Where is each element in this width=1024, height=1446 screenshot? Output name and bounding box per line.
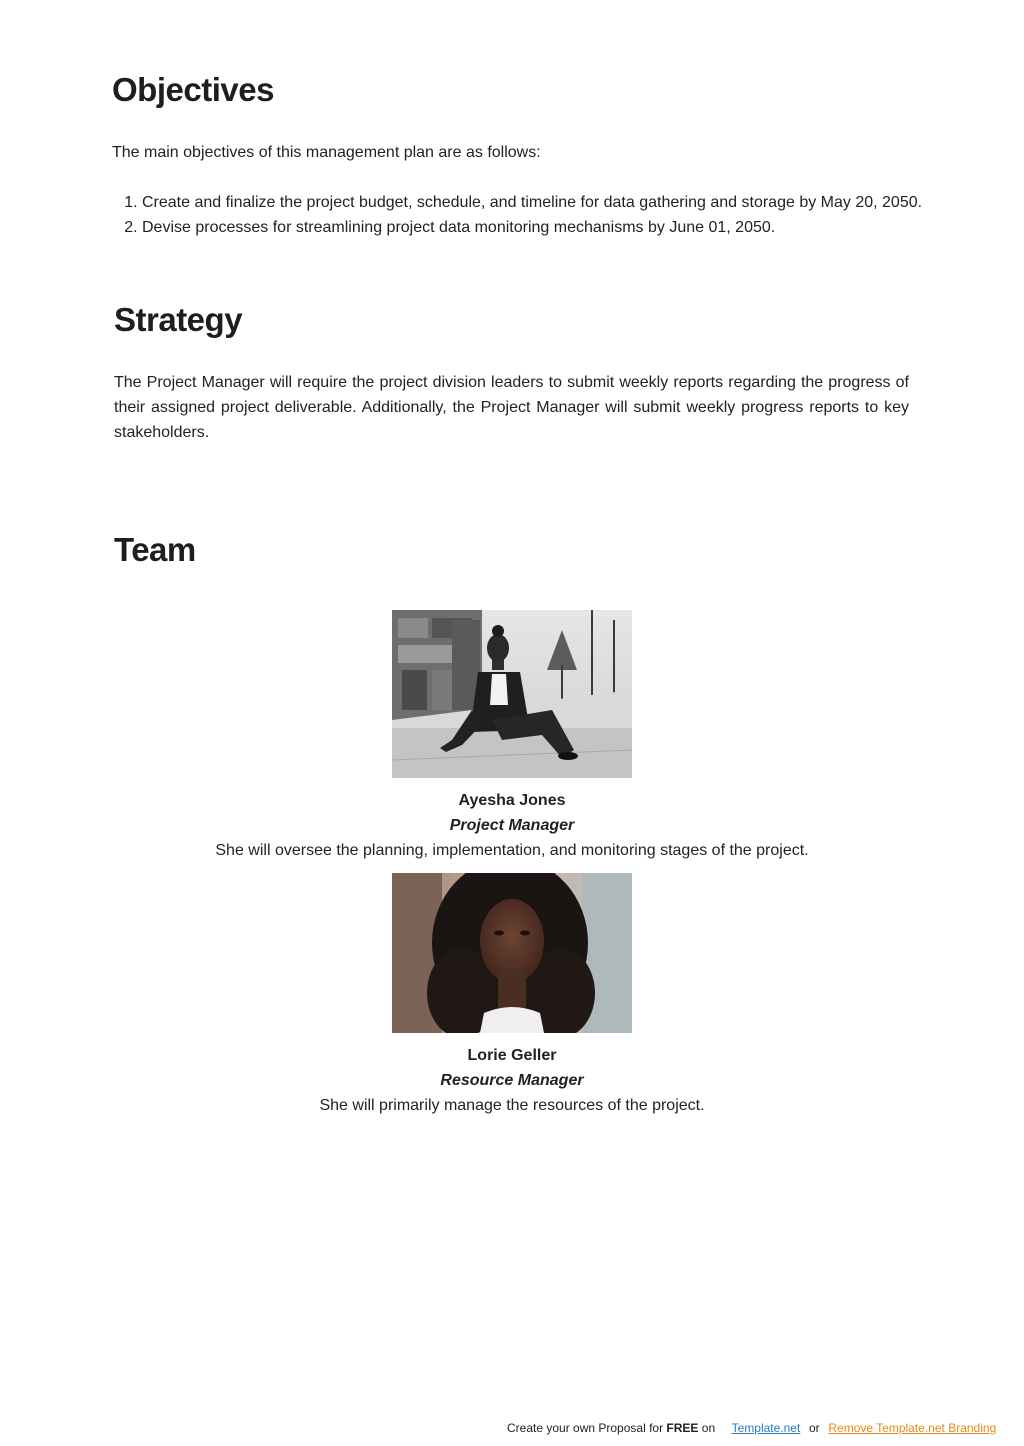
team-member-name: Ayesha Jones (458, 792, 566, 809)
team-member-photo-lorie (392, 873, 632, 1033)
team-member-role: Project Manager (449, 817, 575, 834)
team-member-role: Resource Manager (440, 1072, 584, 1089)
objectives-intro: The main objectives of this management plan are as follows: (112, 144, 541, 161)
team-member-description: She will primarily manage the resources of the project. (319, 1097, 705, 1114)
footer-free: FREE (666, 1421, 699, 1435)
team-member-photo-ayesha (392, 610, 632, 778)
footer-or: or (809, 1421, 820, 1435)
footer-on: on (698, 1421, 716, 1435)
objective-item: 1. Create and finalize the project budget, schedule, and timeline for data gathering and storage by May 20, 2050. (142, 190, 962, 215)
team-heading: Team (114, 531, 196, 568)
footer-branding (507, 1420, 996, 1436)
objective-item: 2. Devise processes for streamlining project data monitoring mechanisms by June 01, 2050. (142, 215, 962, 240)
objectives-heading: Objectives (112, 71, 274, 108)
lorie-photo-image (392, 873, 632, 1033)
strategy-paragraph: The Project Manager will require the project division leaders to submit weekly reports regarding the progress of their assigned project deliverable. Additionally, the Project Manager will submit weekly progress reports to key stakeholders. (114, 374, 909, 441)
ayesha-photo-image (392, 610, 632, 778)
strategy-heading: Strategy (114, 301, 243, 338)
remove-branding-link[interactable]: Remove Template.net Branding (828, 1421, 997, 1435)
footer-prefix: Create your own Proposal for (507, 1421, 667, 1435)
team-member-description: She will oversee the planning, implementation, and monitoring stages of the project. (215, 842, 809, 859)
team-member-name: Lorie Geller (467, 1047, 557, 1064)
objectives-list (112, 190, 962, 240)
template-net-link[interactable]: Template.net (731, 1421, 801, 1435)
